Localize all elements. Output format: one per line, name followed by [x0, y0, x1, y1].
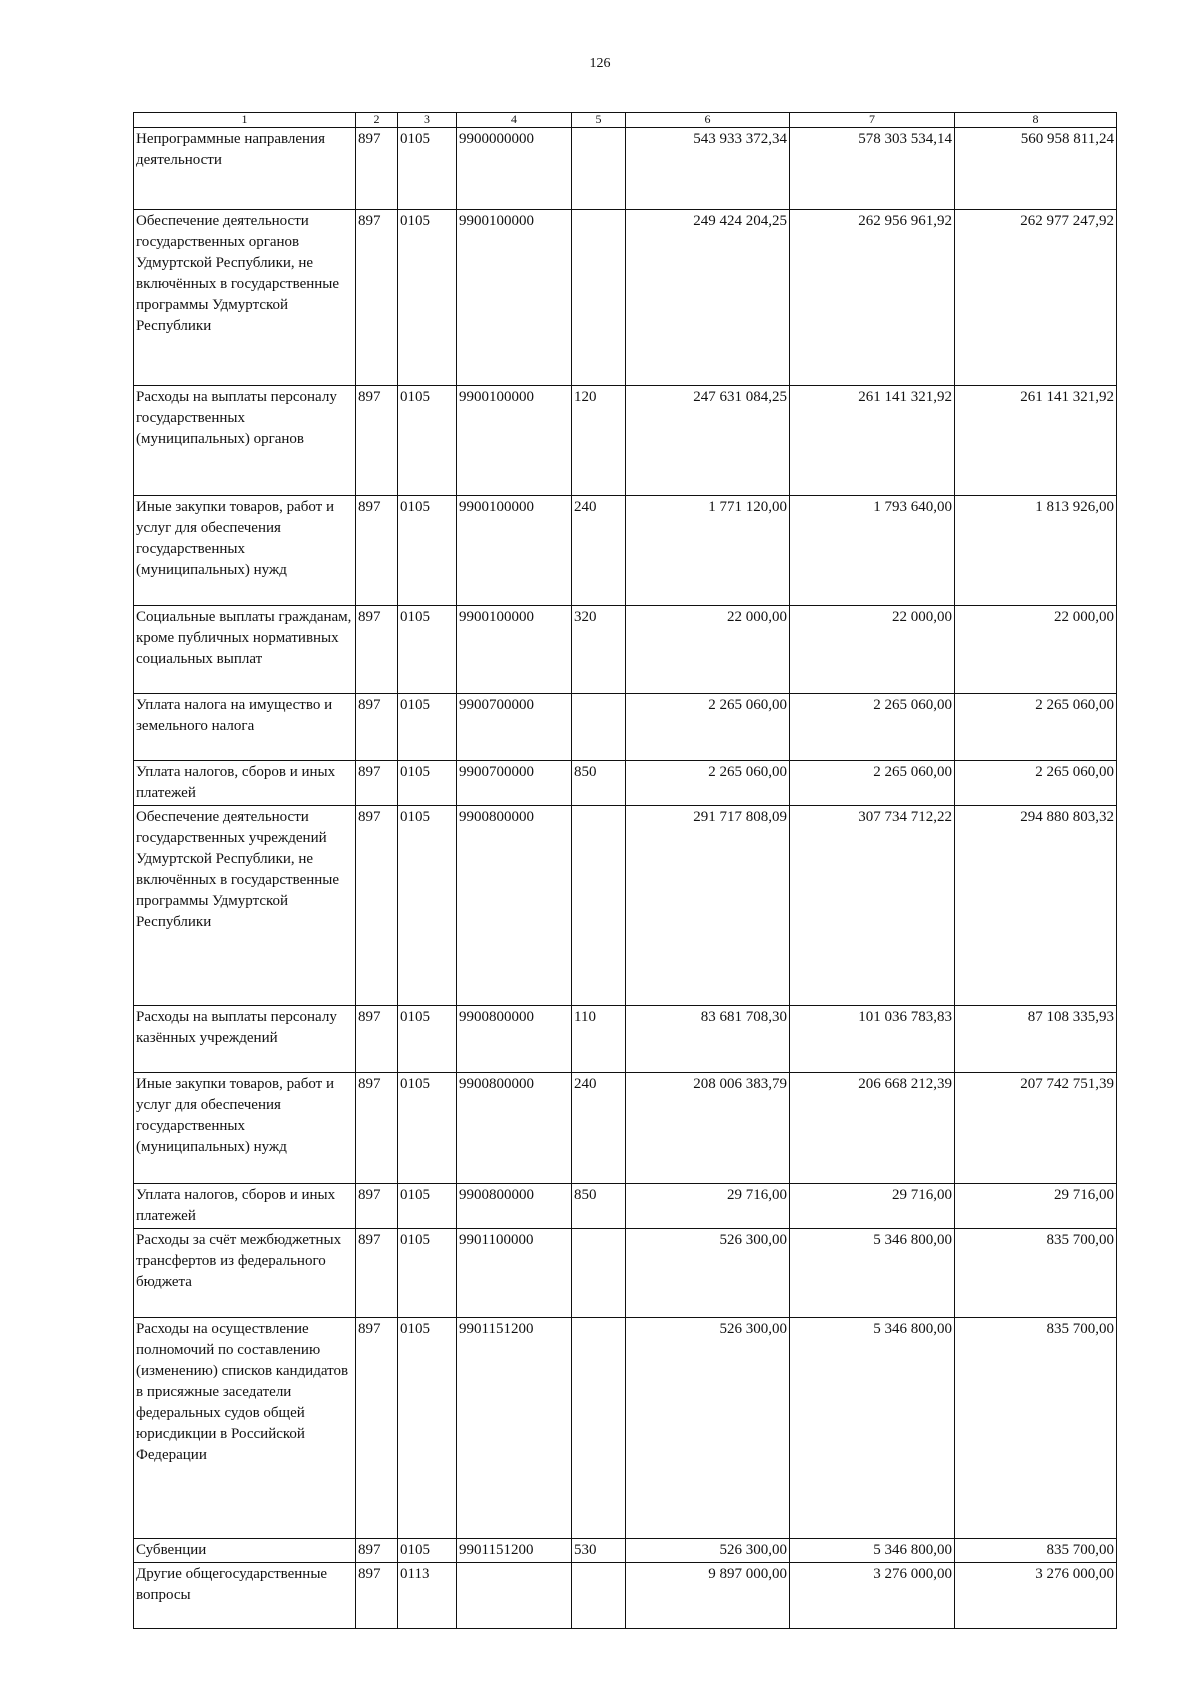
- table-row: [134, 1318, 1117, 1539]
- ministry-code: 897: [356, 128, 398, 210]
- line-item-name: Расходы на выплаты персоналу казённых учреждений: [134, 1006, 356, 1073]
- amount-year-3: 2 265 060,00: [955, 694, 1117, 761]
- target-item-code: 9900100000: [457, 210, 572, 386]
- section-code: 0105: [398, 1184, 457, 1229]
- column-number-4: 4: [457, 113, 572, 128]
- column-number-row: [134, 113, 1117, 128]
- ministry-code: 897: [356, 1229, 398, 1318]
- table-row: [134, 1539, 1117, 1563]
- ministry-code: 897: [356, 1184, 398, 1229]
- section-code: 0105: [398, 606, 457, 694]
- amount-year-3: 2 265 060,00: [955, 761, 1117, 806]
- target-item-code: 9901151200: [457, 1539, 572, 1563]
- table-row: [134, 1184, 1117, 1229]
- ministry-code: 897: [356, 386, 398, 496]
- expense-type-code: 110: [572, 1006, 626, 1073]
- column-number-2: 2: [356, 113, 398, 128]
- target-item-code: 9900700000: [457, 761, 572, 806]
- amount-year-1: 291 717 808,09: [626, 806, 790, 1006]
- line-item-name: Иные закупки товаров, работ и услуг для обеспечения государственных (муниципальных) нужд: [134, 496, 356, 606]
- amount-year-1: 22 000,00: [626, 606, 790, 694]
- page-number: 126: [589, 56, 611, 71]
- table-body: [134, 128, 1117, 1629]
- table-row: [134, 1229, 1117, 1318]
- budget-table: [133, 112, 1117, 1629]
- amount-year-2: 578 303 534,14: [790, 128, 955, 210]
- table-row: [134, 1006, 1117, 1073]
- section-code: 0113: [398, 1563, 457, 1629]
- ministry-code: 897: [356, 210, 398, 386]
- table-row: [134, 210, 1117, 386]
- column-number-7: 7: [790, 113, 955, 128]
- amount-year-3: 294 880 803,32: [955, 806, 1117, 1006]
- target-item-code: 9901151200: [457, 1318, 572, 1539]
- ministry-code: 897: [356, 761, 398, 806]
- amount-year-3: 207 742 751,39: [955, 1073, 1117, 1184]
- table-row: [134, 128, 1117, 210]
- amount-year-2: 2 265 060,00: [790, 761, 955, 806]
- amount-year-2: 2 265 060,00: [790, 694, 955, 761]
- target-item-code: 9900800000: [457, 1073, 572, 1184]
- target-item-code: 9900800000: [457, 1006, 572, 1073]
- table-row: [134, 806, 1117, 1006]
- expense-type-code: 240: [572, 1073, 626, 1184]
- table-row: [134, 386, 1117, 496]
- amount-year-3: 262 977 247,92: [955, 210, 1117, 386]
- amount-year-1: 29 716,00: [626, 1184, 790, 1229]
- target-item-code: 9900100000: [457, 386, 572, 496]
- expense-type-code: [572, 806, 626, 1006]
- amount-year-3: 835 700,00: [955, 1229, 1117, 1318]
- amount-year-2: 307 734 712,22: [790, 806, 955, 1006]
- line-item-name: Обеспечение деятельности государственных учреждений Удмуртской Республики, не включённых в государственные программы Удмуртской Республики: [134, 806, 356, 1006]
- amount-year-1: 526 300,00: [626, 1539, 790, 1563]
- amount-year-3: 29 716,00: [955, 1184, 1117, 1229]
- amount-year-2: 262 956 961,92: [790, 210, 955, 386]
- amount-year-2: 5 346 800,00: [790, 1539, 955, 1563]
- column-number-8: 8: [955, 113, 1117, 128]
- target-item-code: 9900800000: [457, 1184, 572, 1229]
- amount-year-1: 83 681 708,30: [626, 1006, 790, 1073]
- expense-type-code: [572, 1229, 626, 1318]
- section-code: 0105: [398, 806, 457, 1006]
- amount-year-2: 22 000,00: [790, 606, 955, 694]
- section-code: 0105: [398, 1073, 457, 1184]
- amount-year-2: 1 793 640,00: [790, 496, 955, 606]
- section-code: 0105: [398, 210, 457, 386]
- amount-year-2: 29 716,00: [790, 1184, 955, 1229]
- column-number-1: 1: [134, 113, 356, 128]
- section-code: 0105: [398, 694, 457, 761]
- amount-year-3: 835 700,00: [955, 1539, 1117, 1563]
- line-item-name: Непрограммные направления деятельности: [134, 128, 356, 210]
- section-code: 0105: [398, 386, 457, 496]
- ministry-code: 897: [356, 694, 398, 761]
- target-item-code: 9900100000: [457, 606, 572, 694]
- amount-year-1: 526 300,00: [626, 1229, 790, 1318]
- amount-year-1: 249 424 204,25: [626, 210, 790, 386]
- amount-year-3: 22 000,00: [955, 606, 1117, 694]
- ministry-code: 897: [356, 1539, 398, 1563]
- ministry-code: 897: [356, 1006, 398, 1073]
- expense-type-code: [572, 1563, 626, 1629]
- line-item-name: Другие общегосударственные вопросы: [134, 1563, 356, 1629]
- ministry-code: 897: [356, 1318, 398, 1539]
- amount-year-3: 87 108 335,93: [955, 1006, 1117, 1073]
- amount-year-3: 560 958 811,24: [955, 128, 1117, 210]
- line-item-name: Социальные выплаты гражданам, кроме публичных нормативных социальных выплат: [134, 606, 356, 694]
- table-row: [134, 761, 1117, 806]
- amount-year-1: 1 771 120,00: [626, 496, 790, 606]
- table-row: [134, 496, 1117, 606]
- section-code: 0105: [398, 761, 457, 806]
- line-item-name: Расходы на выплаты персоналу государственных (муниципальных) органов: [134, 386, 356, 496]
- line-item-name: Расходы за счёт межбюджетных трансфертов из федерального бюджета: [134, 1229, 356, 1318]
- table-row: [134, 1563, 1117, 1629]
- amount-year-1: 526 300,00: [626, 1318, 790, 1539]
- expense-type-code: [572, 1318, 626, 1539]
- expense-type-code: [572, 210, 626, 386]
- expense-type-code: [572, 694, 626, 761]
- line-item-name: Обеспечение деятельности государственных органов Удмуртской Республики, не включённых в государственные программы Удмуртской Республики: [134, 210, 356, 386]
- section-code: 0105: [398, 1229, 457, 1318]
- expense-type-code: 850: [572, 1184, 626, 1229]
- ministry-code: 897: [356, 1563, 398, 1629]
- amount-year-1: 543 933 372,34: [626, 128, 790, 210]
- amount-year-1: 2 265 060,00: [626, 694, 790, 761]
- column-number-5: 5: [572, 113, 626, 128]
- amount-year-2: 101 036 783,83: [790, 1006, 955, 1073]
- line-item-name: Уплата налогов, сборов и иных платежей: [134, 1184, 356, 1229]
- expense-type-code: 320: [572, 606, 626, 694]
- amount-year-3: 1 813 926,00: [955, 496, 1117, 606]
- target-item-code: 9900700000: [457, 694, 572, 761]
- line-item-name: Расходы на осуществление полномочий по составлению (изменению) списков кандидатов в присяжные заседатели федеральных судов общей юрисдикции в Российской Федерации: [134, 1318, 356, 1539]
- table-row: [134, 694, 1117, 761]
- expense-type-code: 850: [572, 761, 626, 806]
- amount-year-1: 9 897 000,00: [626, 1563, 790, 1629]
- section-code: 0105: [398, 1318, 457, 1539]
- ministry-code: 897: [356, 806, 398, 1006]
- expense-type-code: 240: [572, 496, 626, 606]
- amount-year-3: 835 700,00: [955, 1318, 1117, 1539]
- table-row: [134, 606, 1117, 694]
- expense-type-code: [572, 128, 626, 210]
- target-item-code: 9900000000: [457, 128, 572, 210]
- amount-year-1: 247 631 084,25: [626, 386, 790, 496]
- section-code: 0105: [398, 496, 457, 606]
- line-item-name: Субвенции: [134, 1539, 356, 1563]
- amount-year-1: 208 006 383,79: [626, 1073, 790, 1184]
- ministry-code: 897: [356, 606, 398, 694]
- expense-type-code: 120: [572, 386, 626, 496]
- target-item-code: 9900800000: [457, 806, 572, 1006]
- section-code: 0105: [398, 1006, 457, 1073]
- amount-year-2: 3 276 000,00: [790, 1563, 955, 1629]
- amount-year-2: 5 346 800,00: [790, 1318, 955, 1539]
- section-code: 0105: [398, 128, 457, 210]
- amount-year-3: 3 276 000,00: [955, 1563, 1117, 1629]
- expense-type-code: 530: [572, 1539, 626, 1563]
- line-item-name: Уплата налогов, сборов и иных платежей: [134, 761, 356, 806]
- column-number-3: 3: [398, 113, 457, 128]
- amount-year-2: 5 346 800,00: [790, 1229, 955, 1318]
- target-item-code: 9901100000: [457, 1229, 572, 1318]
- line-item-name: Иные закупки товаров, работ и услуг для обеспечения государственных (муниципальных) нужд: [134, 1073, 356, 1184]
- amount-year-2: 261 141 321,92: [790, 386, 955, 496]
- amount-year-3: 261 141 321,92: [955, 386, 1117, 496]
- column-number-6: 6: [626, 113, 790, 128]
- target-item-code: 9900100000: [457, 496, 572, 606]
- line-item-name: Уплата налога на имущество и земельного налога: [134, 694, 356, 761]
- section-code: 0105: [398, 1539, 457, 1563]
- ministry-code: 897: [356, 496, 398, 606]
- table-row: [134, 1073, 1117, 1184]
- amount-year-1: 2 265 060,00: [626, 761, 790, 806]
- amount-year-2: 206 668 212,39: [790, 1073, 955, 1184]
- ministry-code: 897: [356, 1073, 398, 1184]
- target-item-code: [457, 1563, 572, 1629]
